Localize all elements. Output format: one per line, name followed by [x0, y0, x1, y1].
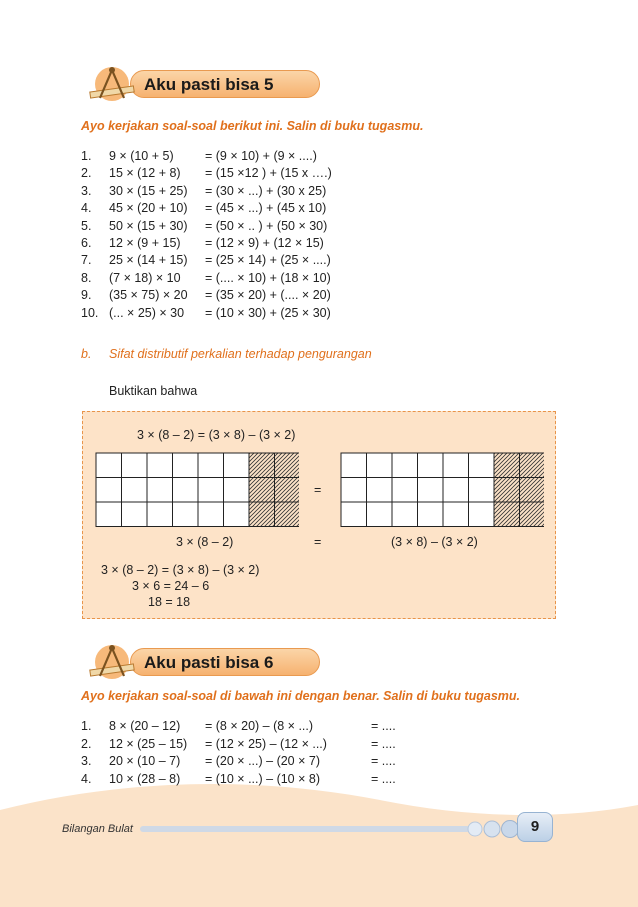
grid-cell — [443, 453, 469, 478]
grid-cell — [341, 502, 367, 527]
hatched-cell — [275, 502, 300, 527]
grid-cell — [147, 453, 173, 478]
hatched-cell — [249, 453, 275, 478]
grid-cell — [443, 502, 469, 527]
grid-cell — [341, 453, 367, 478]
grid-cell — [122, 502, 148, 527]
grid-cell — [122, 478, 148, 503]
compass-ruler-icon — [82, 640, 142, 684]
grid-cell — [173, 502, 199, 527]
grid-cell — [224, 453, 250, 478]
grid-cell — [469, 478, 495, 503]
section6-title: Aku pasti bisa 6 — [144, 653, 274, 672]
hatched-cell — [520, 453, 545, 478]
grid-cell — [341, 478, 367, 503]
grid-cell — [122, 453, 148, 478]
grid-cell — [392, 453, 418, 478]
hatched-cell — [249, 478, 275, 503]
middle-caption: = — [314, 535, 322, 549]
section6-banner — [82, 640, 322, 684]
proof-line: 3 × 6 = 24 – 6 — [132, 579, 210, 593]
section5-banner — [82, 62, 322, 106]
proof-line: 18 = 18 — [148, 595, 191, 609]
section5-instruction: Ayo kerjakan soal-soal berikut ini. Salin di buku tugasmu. — [81, 119, 424, 133]
hatched-cell — [275, 478, 300, 503]
grid-cell — [443, 478, 469, 503]
grid-cell — [224, 502, 250, 527]
hatched-cell — [494, 502, 520, 527]
grid-right — [340, 452, 544, 527]
grid-cell — [367, 453, 393, 478]
section6-instruction: Ayo kerjakan soal-soal di bawah ini dengan benar. Salin di buku tugasmu. — [81, 689, 520, 703]
grid-cell — [392, 502, 418, 527]
hatched-cell — [494, 478, 520, 503]
grid-cell — [96, 502, 122, 527]
grid-cell — [418, 478, 444, 503]
grid-cell — [392, 478, 418, 503]
subsection-label: b. — [81, 347, 92, 361]
hatched-cell — [520, 502, 545, 527]
hatched-cell — [520, 478, 545, 503]
grid-cell — [418, 453, 444, 478]
grid-cell — [367, 502, 393, 527]
grid-cell — [147, 502, 173, 527]
grid-cell — [469, 453, 495, 478]
left-caption: 3 × (8 – 2) — [176, 535, 234, 549]
grid-cell — [198, 478, 224, 503]
footer-book-title: Bilangan Bulat — [62, 823, 133, 835]
prove-text: Buktikan bahwa — [109, 384, 198, 398]
book-page: Aku pasti bisa 5 Ayo kerjakan soal-soal berikut ini. Salin di buku tugasmu. 1. 9 × (10 + 5) = (9 × 10) + (9 × ....) 2. 15 × (12 + 8) = (15 ×12 ) + (15 x ….) 3. 30 × (15 + 25) = (30 × ...) + (30 x 25) 4. 45 × (20 + 10) = (45 × ...) + (45 x 10) 5. 50 × (15 + 30) = (50 × .. ) + (50 × 30) 6. 12 × (9 + 15) = (12 × 9) + (12 × 15) 7. 25 × (14 + 15) = (25 × 14) + (25 × ....) 8. (7 × 18) × 10 = (.... × 10) + (18 × 10) 9. (35 × 75) × 20 = (35 × 20) + (.... × 20) 10. (... × 25) × 30 = (10 × 30) + (25 × 30) b. Sifat distributif perkalian terhadap pengurangan Buktikan bahwa 3 × (8 – 2) = (3 × 8) – (3 × 2) = 3 × (8 – 2) = (3 × 8) – (3 × 2) 3 × (8 – 2) = (3 × 8) – (3 × 2) 3 × 6 = 24 – 6 18 = 18 Aku pasti bisa 6 Ayo kerjakan soal-soal di bawah ini dengan benar. Salin di buku tugasmu. 1. 8 × (20 – 12) = (8 × 20) – (8 × ...) = .... 2. 12 × (25 – 15) = (12 × 25) – (12 × ...) = .... 3. 20 × (10 – 7) = (20 × ...) – (20 × 7) = .... 4. 10 × (28 – 8) = (10 × ...) – (10 × 8) = .... Bilangan Bulat 9 — [0, 0, 638, 907]
grid-left — [95, 452, 299, 527]
grid-cell — [469, 502, 495, 527]
compass-ruler-icon — [82, 62, 142, 106]
right-caption: (3 × 8) – (3 × 2) — [391, 535, 478, 549]
section5-title: Aku pasti bisa 5 — [144, 75, 274, 94]
subsection-title: Sifat distributif perkalian terhadap pengurangan — [109, 347, 372, 361]
page-number: 9 — [517, 812, 553, 842]
hatched-cell — [275, 453, 300, 478]
hatched-cell — [494, 453, 520, 478]
illustration-box — [82, 411, 556, 619]
proof-line: 3 × (8 – 2) = (3 × 8) – (3 × 2) — [101, 563, 260, 577]
grid-cell — [96, 453, 122, 478]
grid-cell — [173, 453, 199, 478]
footer-bar — [140, 820, 520, 840]
grid-cell — [173, 478, 199, 503]
grid-cell — [147, 478, 173, 503]
equals-sign: = — [314, 483, 322, 497]
grid-cell — [96, 478, 122, 503]
grid-cell — [198, 502, 224, 527]
statement: 3 × (8 – 2) = (3 × 8) – (3 × 2) — [137, 428, 296, 442]
grid-cell — [418, 502, 444, 527]
grid-cell — [198, 453, 224, 478]
grid-cell — [224, 478, 250, 503]
grid-cell — [367, 478, 393, 503]
hatched-cell — [249, 502, 275, 527]
